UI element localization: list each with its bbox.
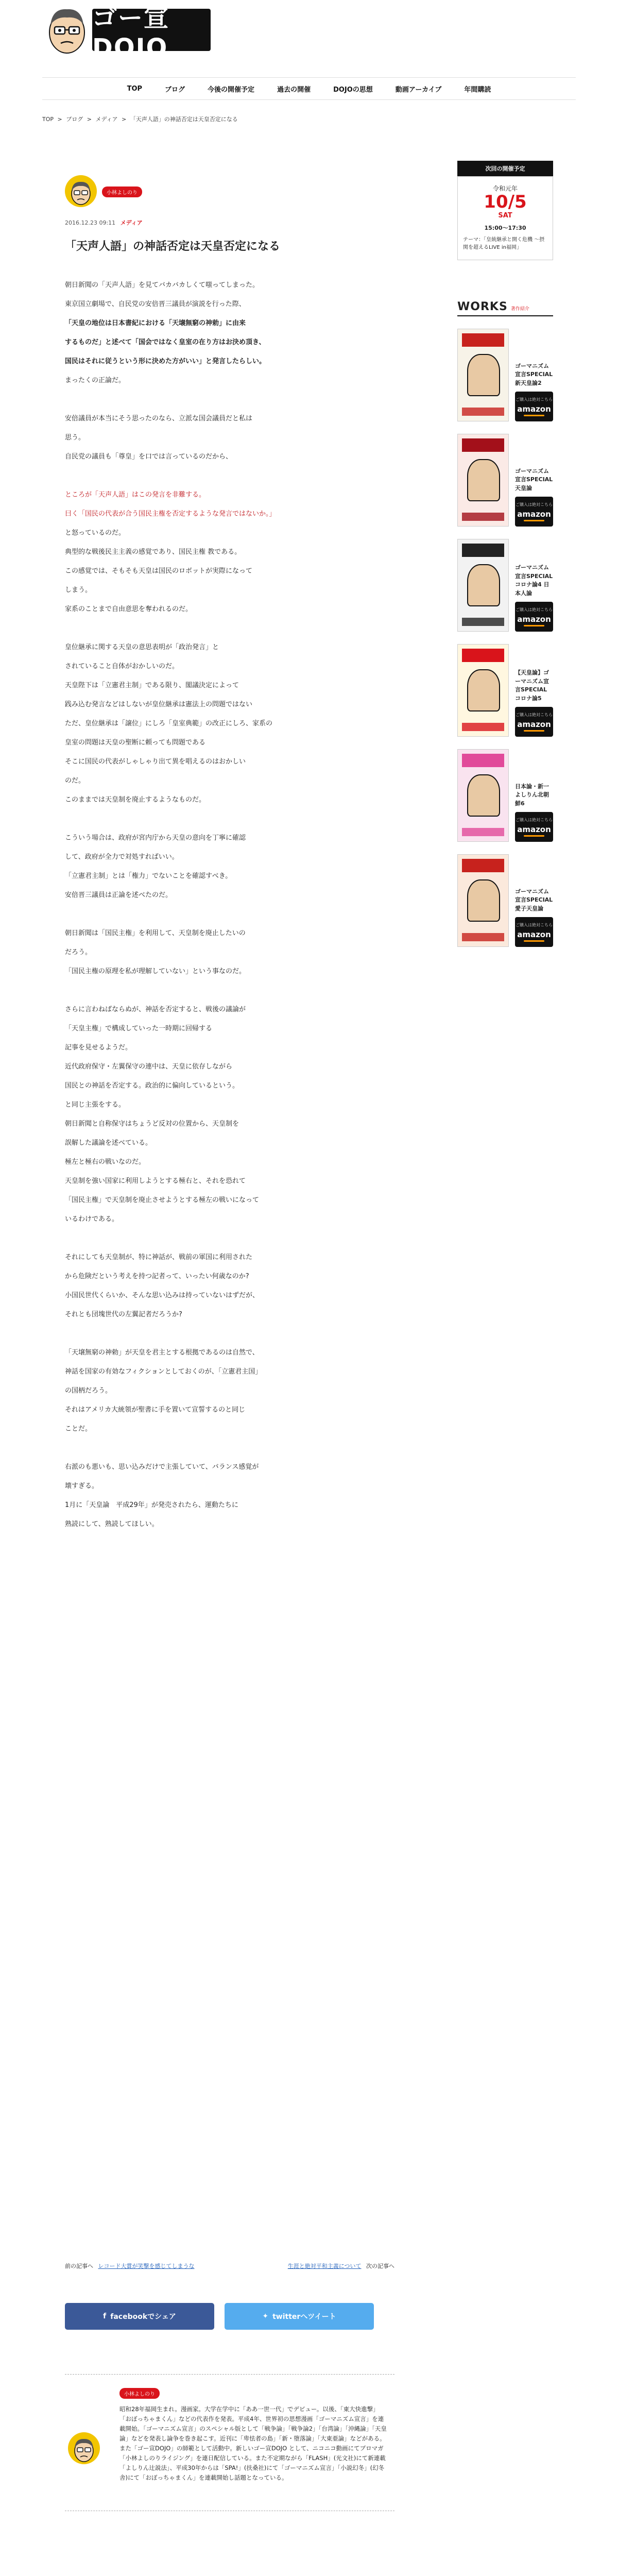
article-paragraph: 皇位継承に関する天皇の意思表明が「政治発言」と [65,643,219,651]
next-article-link[interactable]: 生涯と絶対平和主義について [287,2263,362,2269]
article-paragraph: 「天壌無窮の神勅」が天皇を君主とする根拠であるのは自然で、 [65,1349,259,1357]
book-cover-icon[interactable] [457,434,509,527]
schedule-box[interactable] [457,176,553,260]
article-paragraph: 国民はそれに従うという形に決めた方がいい」と発言したらしい。 [65,358,266,365]
article-paragraph: 朝日新聞と自称保守はちょうど反対の位置から、天皇制を [65,1120,239,1128]
work-item [457,329,553,421]
article-paragraph: 右派のも悪いも、思い込みだけで主張していて、バランス感覚が [65,1463,259,1471]
amazon-button[interactable] [515,812,553,842]
work-info [515,749,553,842]
main-nav [42,77,576,100]
amazon-smile-icon [524,625,544,626]
article-paragraph: するものだ」と述べて「国会ではなく皇室の在り方はお決め頂き、 [65,338,266,346]
article-paragraph: 1月に「天皇論 平成29年」が発売されたら、運動たちに [65,1501,238,1509]
article-paragraph: 神話を国家の有効なフィクションとしておくのが、「立憲君主国」 [65,1368,262,1376]
amazon-smile-icon [524,730,544,732]
article-paragraph: 曰く「国民の代表が合う国民主権を否定するような発言ではないか。」 [65,510,276,518]
work-item [457,434,553,527]
site-header [0,0,618,72]
article-paragraph: 極左と極右の戦いなのだ。 [65,1158,146,1166]
amazon-smile-icon [524,940,544,942]
amazon-caption: ご購入は絶対こちら [516,923,553,928]
work-title[interactable]: ゴーマニズム宣言SPECIAL 新天皇論2 [515,362,553,386]
article-paragraph: 近代政府保守・左翼保守の連中は、天皇に依存しながら [65,1063,233,1071]
paragraph-gap [65,466,394,485]
nav-upcoming[interactable]: 今後の開催予定 [208,86,255,94]
paragraph-gap [65,809,394,828]
article-body [65,276,394,1534]
article-paragraph: のだ。 [65,777,85,785]
work-item [457,539,553,632]
article-paragraph: だろう。 [65,948,92,956]
article-paragraph: 東京国立劇場で、自民党の安倍晋三議員が演説を行った際、 [65,300,246,308]
amazon-logo: amazon [517,825,551,835]
twitter-share-label: twitterへツイート [272,2313,336,2321]
article [65,175,394,1534]
work-title[interactable]: ゴーマニズム宣言SPECIAL 愛子天皇論 [515,888,553,912]
share-buttons [65,2303,374,2330]
work-item [457,854,553,947]
next-label: 次の記事へ [366,2263,394,2269]
breadcrumb-sep: > [87,116,92,123]
nav-past[interactable]: 過去の開催 [277,86,311,94]
book-cover-icon[interactable] [457,749,509,842]
amazon-caption: ご購入は絶対こちら [516,397,553,402]
schedule-time: 15:00〜17:30 [484,225,526,232]
article-paragraph: 家系のことまで自由意思を奪われるのだ。 [65,605,193,613]
amazon-smile-icon [524,835,544,837]
prev-label: 前の記事へ [65,2263,93,2269]
article-paragraph: いるわけである。 [65,1215,119,1223]
article-paragraph: 践み込む発言などはしないが皇位継承は憲法上の問題ではない [65,701,253,708]
work-title[interactable]: ゴーマニズム宣言SPECIAL 天皇論 [515,467,553,492]
breadcrumb [42,115,240,123]
works-list [457,329,553,947]
article-paragraph: 国民との神話を否定する。政治的に偏向しているという。 [65,1082,239,1090]
work-item [457,749,553,842]
nav-videos[interactable]: 動画アーカイブ [395,86,442,94]
amazon-smile-icon [524,520,544,521]
article-paragraph: 典型的な戦後民主主義の感覚であり、国民主権 教である。 [65,548,242,556]
prev-article-link[interactable]: レコード大賞が笑撃を感じてしまうな [98,2263,195,2269]
sidebar [457,161,553,947]
article-paragraph: 壊すぎる。 [65,1482,99,1490]
amazon-logo: amazon [517,510,551,519]
article-paragraph: と同じ主張をする。 [65,1101,126,1109]
amazon-button[interactable] [515,392,553,421]
work-title[interactable]: ゴーマニズム宣言SPECIAL コロナ論4 日本人論 [515,564,553,597]
breadcrumb-current: 「天声人語」の神話否定は天皇否定になる [130,116,238,123]
article-paragraph: さらに言わねばならぬが、神話を否定すると、戦後の議論が [65,1006,246,1013]
article-meta [65,175,394,207]
work-item [457,644,553,737]
breadcrumb-sep: > [122,116,127,123]
article-paragraph: 熟読にして、熟読してほしい。 [65,1520,159,1528]
article-paragraph: 天皇陛下は「立憲君主制」である限り、閣議決定によって [65,682,239,689]
work-info [515,539,553,632]
breadcrumb-blog[interactable]: ブログ [66,116,83,123]
amazon-button[interactable] [515,602,553,632]
article-paragraph: ただ、皇位継承は「譲位」にしろ「皇室典範」の改正にしろ、家系の [65,720,273,727]
breadcrumb-media[interactable]: メディア [95,116,118,123]
article-paragraph: の国柄だろう。 [65,1387,112,1395]
article-paragraph: 記事を見せるようだ。 [65,1044,132,1052]
author-badge[interactable]: 小林よしのり [102,187,142,197]
prev-next-nav [65,2262,394,2270]
amazon-caption: ご購入は絶対こちら [516,502,553,507]
author-profile [65,2374,394,2511]
nav-subscription[interactable]: 年間購読 [464,86,491,94]
book-cover-icon[interactable] [457,854,509,947]
schedule-weekday: SAT [498,212,512,220]
book-cover-icon[interactable] [457,644,509,737]
works-subtitle: 著作紹介 [510,307,529,312]
article-paragraph: こういう場合は、政府が宮内庁から天皇の意向を丁寧に確認 [65,834,246,842]
article-paragraph: 「立憲君主制」とは「権力」でないことを確認すべき。 [65,872,232,880]
amazon-logo: amazon [517,404,551,414]
article-paragraph: それとも団塊世代の左翼記者だろうか? [65,1311,182,1318]
article-paragraph: 小国民世代くらいか、そんな思い込みは持っていないはずだが、 [65,1292,260,1299]
schedule-date: 10/5 [484,192,527,212]
work-info [515,644,553,737]
work-title[interactable]: 日本論・新一よしりん北朝鮮6 [515,783,549,807]
amazon-button[interactable] [515,497,553,527]
breadcrumb-top[interactable]: TOP [42,116,54,123]
article-paragraph: 安倍晋三議員は正論を述べたのだ。 [65,891,173,899]
works-title: WORKS [457,300,508,314]
article-paragraph: 自民党の議員も「尊皇」を口では言っているのだから、 [65,453,233,461]
schedule-theme: テーマ：「皇統継承と開く危機 〜摂関を超えるLIVE in福岡」 [463,237,545,251]
paragraph-gap [65,390,394,409]
article-paragraph: このままでは天皇制を廃止するようなものだ。 [65,796,206,804]
site-logo[interactable] [42,3,211,62]
work-info [515,854,553,947]
article-paragraph: しまう。 [65,586,92,594]
paragraph-gap [65,1324,394,1343]
schedule-era: 令和元年 [492,185,518,192]
amazon-caption: ご購入は絶対こちら [516,818,553,823]
article-paragraph: と怒っているのだ。 [65,529,126,537]
paragraph-gap [65,619,394,638]
work-info [515,329,553,421]
article-paragraph: そこに国民の代表がしゃしゃり出て異を唱えるのはおかしい [65,758,246,766]
article-paragraph: 「国民主権の原理を私が理解していない」という事なのだ。 [65,968,246,975]
facebook-share-button[interactable] [65,2303,214,2330]
article-title: 「天声人語」の神話否定は天皇否定になる [65,240,281,253]
article-paragraph: それにしても天皇制が、特に神話が、戦前の軍国に利用された [65,1253,253,1261]
article-paragraph: ところが「天声人語」はこの発言を非難する。 [65,491,206,499]
book-cover-icon[interactable] [457,329,509,421]
article-paragraph: この感覚では、そもそも天皇は国民のロボットが実際になって [65,567,253,575]
amazon-caption: ご購入は絶対こちら [516,713,553,718]
article-paragraph: 安倍議員が本当にそう思ったのなら、立派な国会議員だと私は [65,415,253,422]
nav-blog[interactable]: ブログ [165,86,185,94]
amazon-button[interactable] [515,917,553,947]
article-paragraph: 皇室の問題は天皇の聖断に頼っても問題である [65,739,206,747]
book-cover-icon[interactable] [457,539,509,632]
twitter-share-button[interactable] [225,2303,374,2330]
paragraph-gap [65,981,394,1000]
profile-avatar [68,2432,100,2464]
article-paragraph: それはアメリカ大統領が聖書に手を置いて宣誓するのと同じ [65,1406,246,1414]
article-paragraph: 「国民主権」で天皇制を廃止させようとする極左の戦いになって [65,1196,260,1204]
profile-text: 昭和28年福岡生まれ。漫画家。大学在学中に「ああ一世一代」でデビュー。以後、「東大快進撃」「おぼっちゃまくん」などの代表作を発表。平成4年、世界初の思想漫画「ゴーマニズム宣言」を連載開始。「ゴーマニズム宣言」のスペシャル版として「戦争論」「戦争論2」「台湾論」「沖縄論」「天皇論」などを発表し論争を巻き起こす。近刊に「卑怯者の島」「新・堕落論」「大東亜論」などがある。また「ゴー宣DOJO」の師範として活動中。新しいゴー宣DOJO として、ニコニコ動画にてブロマガ「小林よしのりライジング」を連日配信している。また不定期ながら「FLASH」(光文社)にて新連載「よしりん辻説法」、平成30年からは「SPA!」(扶桑社)にて「ゴーマニズム宣言」「小説幻冬」(幻冬舎)にて「おぼっちゃまくん」を連載開始し話題となっている。 [119,2405,387,2481]
twitter-icon: ✦ [262,2312,269,2320]
author-avatar[interactable] [65,175,97,207]
amazon-logo: amazon [517,720,551,730]
works-heading [457,300,553,316]
mascot-face-icon [42,4,91,56]
work-info [515,434,553,527]
logo-wordmark: ゴー宣DOJO [92,9,211,51]
breadcrumb-sep: > [57,116,62,123]
article-paragraph: 「天皇の地位は日本書紀における「天壌無窮の神勅」に由来 [65,319,246,327]
article-paragraph: されていること自体がおかしいのだ。 [65,663,179,670]
article-paragraph: 天皇制を強い国家に利用しようとする極右と、それを恐れて [65,1177,246,1185]
amazon-logo: amazon [517,930,551,940]
profile-badge: 小林よしのり [119,2388,160,2399]
article-date: 2016.12.23 09:11 [65,219,116,226]
article-paragraph: ことだ。 [65,1425,92,1433]
paragraph-gap [65,905,394,924]
nav-philosophy[interactable]: DOJOの思想 [333,86,373,94]
amazon-logo: amazon [517,615,551,624]
schedule-heading: 次回の開催予定 [457,161,553,176]
facebook-icon: f [103,2312,107,2320]
amazon-smile-icon [524,415,544,416]
article-paragraph: から危険だという考えを持つ記者って、いったい何歳なのか? [65,1273,249,1280]
article-paragraph: 朝日新聞は「国民主権」を利用して、天皇制を廃止したいの [65,929,246,937]
amazon-caption: ご購入は絶対こちら [516,607,553,613]
paragraph-gap [65,1229,394,1248]
article-dateline [65,218,394,227]
facebook-share-label: facebookでシェア [110,2313,176,2321]
article-paragraph: して、政府が全力で対処すればいい。 [65,853,179,861]
article-category[interactable]: メディア [120,219,143,226]
article-paragraph: 思う。 [65,434,85,442]
nav-top[interactable]: TOP [127,84,143,93]
paragraph-gap [65,1438,394,1458]
article-paragraph: 誤解した議論を述べている。 [65,1139,152,1147]
article-paragraph: 「天皇主権」で構成していった一時期に回帰する [65,1025,213,1032]
work-title[interactable]: 【天皇論】ゴーマニズム宣言SPECIAL コロナ論5 [515,669,549,702]
article-paragraph: まったくの正論だ。 [65,377,126,384]
amazon-button[interactable] [515,707,553,737]
article-paragraph: 朝日新聞の「天声人語」を見てバカバカしくて嗤ってしまった。 [65,281,260,289]
